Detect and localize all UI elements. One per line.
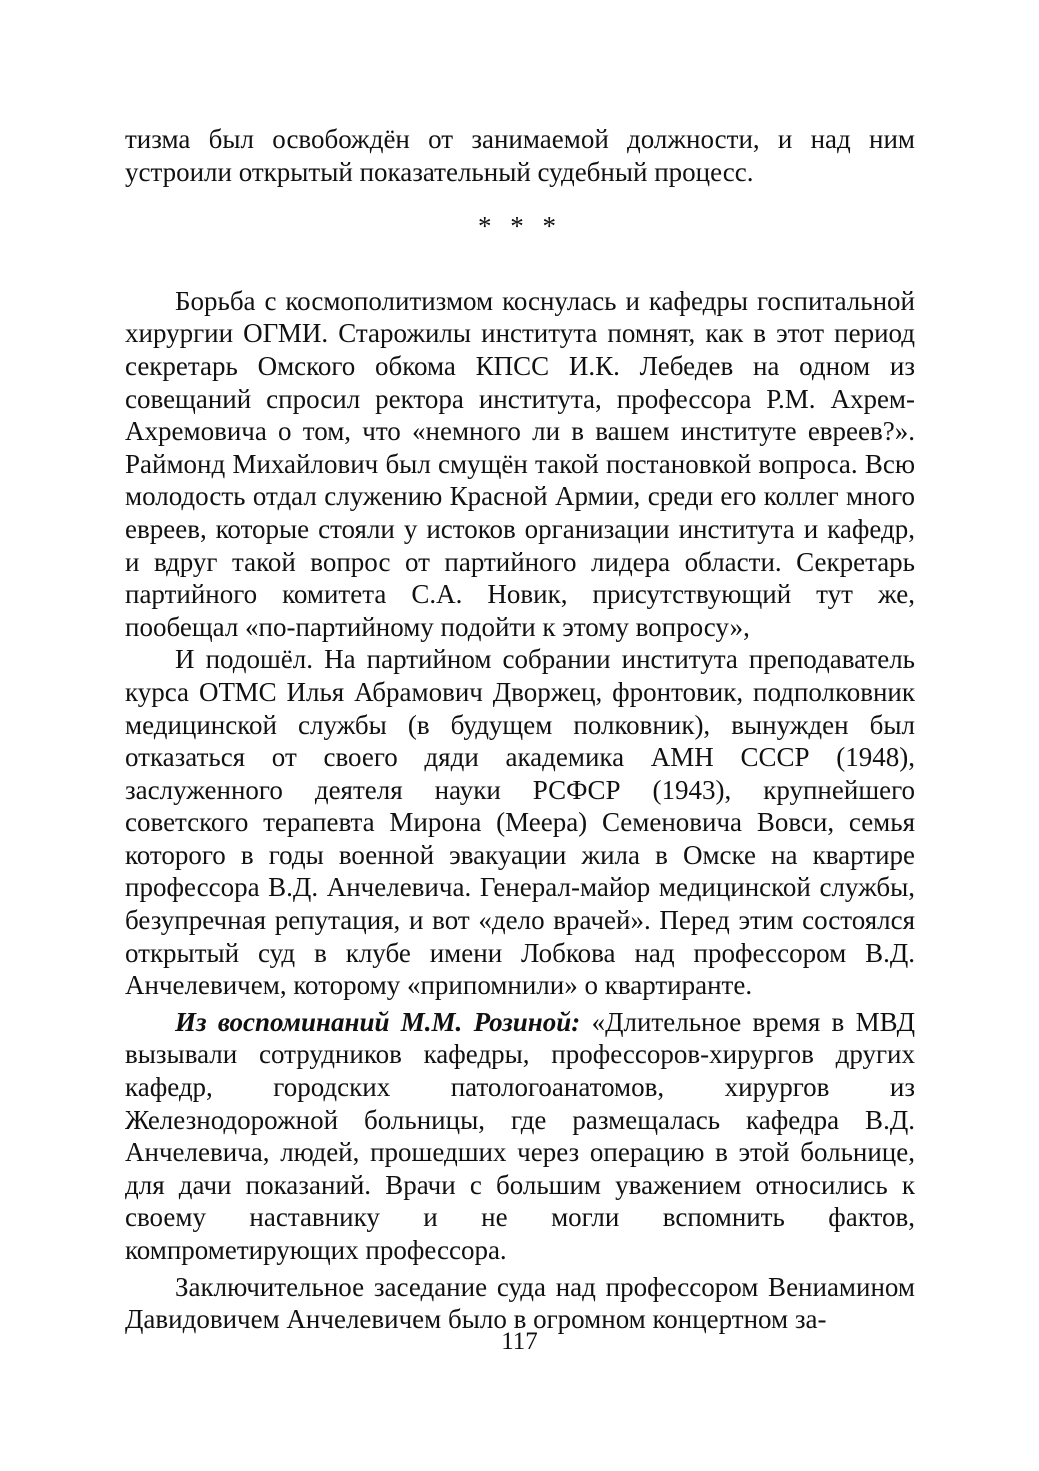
paragraph-continuation: тизма был освобождён от занимаемой должности, и над ним устроили открытый показательный судебный процесс. — [125, 124, 915, 187]
section-separator: * * * — [478, 211, 562, 242]
memoir-lead: Из воспоминаний М.М. Розиной: — [175, 1006, 581, 1037]
paragraph-rozina-memoir — [125, 1006, 915, 1267]
page-body — [125, 123, 915, 1336]
memoir-body: «Длительное время в МВД вызывали сотрудников кафедры, профессоров-хирургов других кафедр, городских патологоанатомов, хирургов из Железнодорожной больницы, где размещалась кафедра В.Д. Анчелевича, людей, прошедших через операцию в этой больнице, для дачи показаний. Врачи с большим уважением относились к своему наставнику и не могли вспомнить фактов, компрометирующих профессора. — [125, 1006, 915, 1265]
page-number: 117 — [501, 1328, 538, 1355]
paragraph-dvorzhets: И подошёл. На партийном собрании института преподаватель курса ОТМС Илья Абрамович Дворжец, фронтовик, подполковник медицинской службы (в будущем полковник), вынужден был отказаться от своего дяди академика АМН СССР (1948), заслуженного деятеля науки РСФСР (1943), крупнейшего советского терапевта Мирона (Меера) Семеновича Вовси, семья которого в годы военной эвакуации жила в Омске на квартире профессора В.Д. Анчелевича. Генерал-майор медицинской службы, безупречная репутация, и вот «дело врачей». Перед этим состоялся открытый суд в клубе имени Лобкова над профессором В.Д. Анчелевичем, которому «припомнили» о квартиранте. — [125, 644, 915, 1001]
paragraph-cosmopolitanism: Борьба с космополитизмом коснулась и кафедры госпитальной хирургии ОГМИ. Старожилы института помнят, как в этот период секретарь Омского обкома КПСС И.К. Лебедев на одном из совещаний спросил ректора института, профессора Р.М. Ахрем-Ахремовича о том, что «немного ли в вашем институте евреев?». Раймонд Михайлович был смущён такой постановкой вопроса. Всю молодость отдал служению Красной Армии, среди его коллег много евреев, которые стояли у истоков организации института и кафедр, и вдруг такой вопрос от партийного лидера области. Секретарь партийного комитета С.А. Новик, присутствующий тут же, пообещал «по-партийному подойти к этому вопросу», — [125, 285, 915, 642]
paragraph-final-session: Заключительное заседание суда над профессором Вениамином Давидовичем Анчелевичем было в огромном концертном за- — [125, 1271, 915, 1335]
